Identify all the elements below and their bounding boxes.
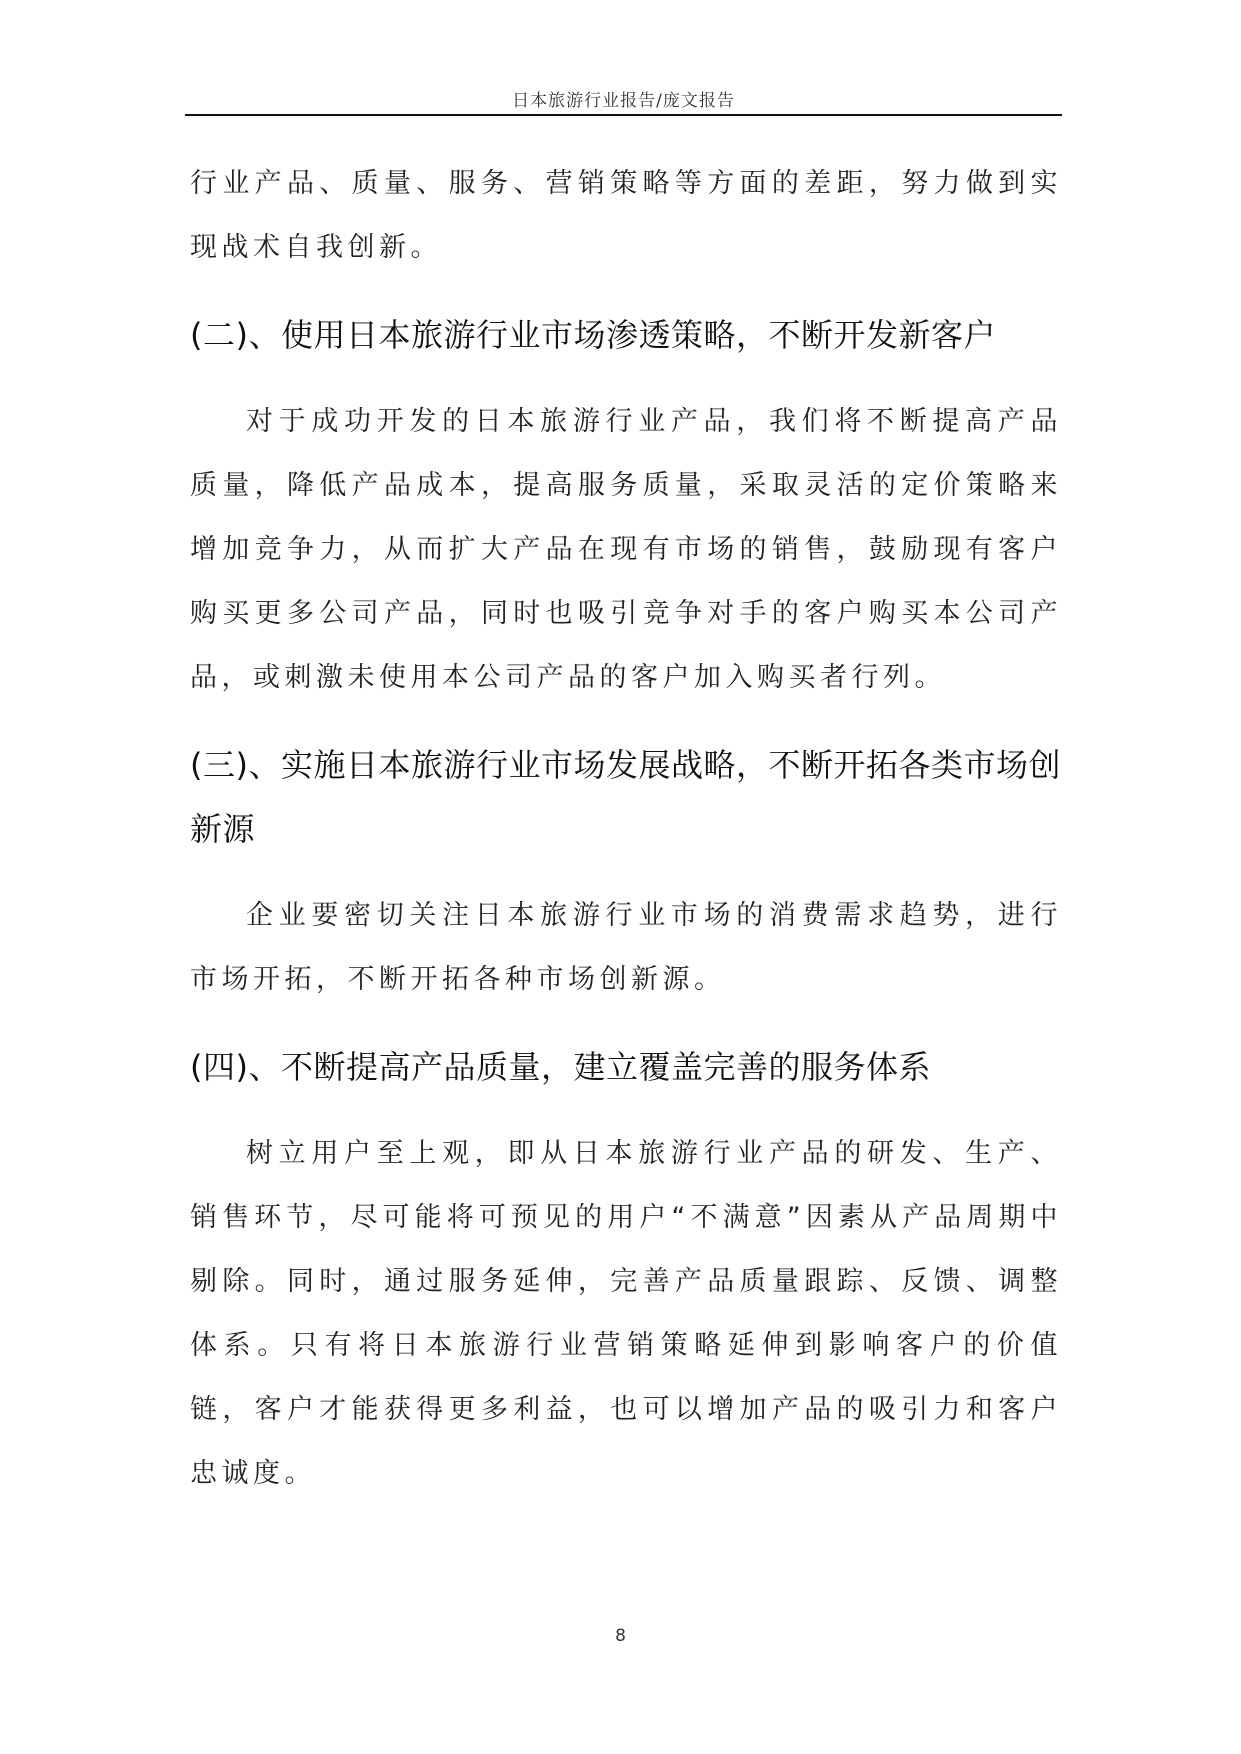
paragraph-section-4: 树立用户至上观，即从日本旅游行业产品的研发、生产、销售环节，尽可能将可预见的用户“不满意”因素从产品周期中剔除。同时，通过服务延伸，完善产品质量跟踪、反馈、调整体系。只有将日本旅游行业营销策略延伸到影响客户的价值链，客户才能获得更多利益，也可以增加产品的吸引力和客户忠诚度。: [190, 1138, 1062, 1489]
page-number: 8: [615, 1626, 626, 1646]
page-header: 日本旅游行业报告/庞文报告: [512, 91, 735, 111]
section-heading-2: (二)、使用日本旅游行业市场渗透策略，不断开发新客户: [190, 316, 996, 354]
document-body: [190, 152, 1062, 1506]
paragraph-section-3: 企业要密切关注日本旅游行业市场的消费需求趋势，进行市场开拓，不断开拓各种市场创新源。: [190, 900, 1062, 995]
paragraph-continuation: 行业产品、质量、服务、营销策略等方面的差距，努力做到实现战术自我创新。: [190, 168, 1062, 263]
section-heading-3: (三)、实施日本旅游行业市场发展战略，不断开拓各类市场创新源: [190, 746, 1061, 848]
header-divider: [185, 114, 1062, 116]
section-heading-4: (四)、不断提高产品质量，建立覆盖完善的服务体系: [190, 1048, 931, 1086]
paragraph-section-2: 对于成功开发的日本旅游行业产品，我们将不断提高产品质量，降低产品成本，提高服务质量，采取灵活的定价策略来增加竞争力，从而扩大产品在现有市场的销售，鼓励现有客户购买更多公司产品，同时也吸引竞争对手的客户购买本公司产品，或刺激未使用本公司产品的客户加入购买者行列。: [190, 406, 1062, 693]
